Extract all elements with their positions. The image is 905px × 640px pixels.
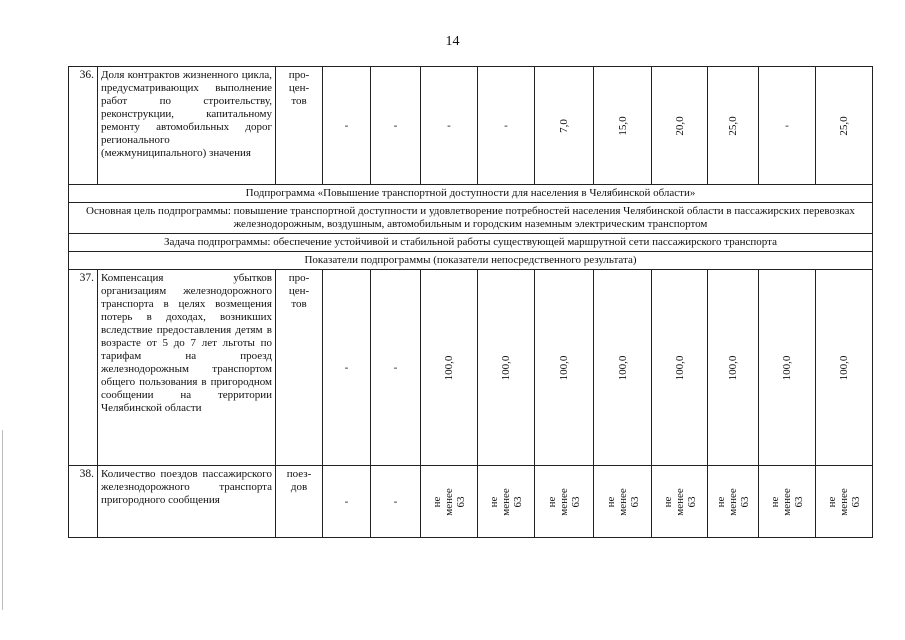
value-cell: [535, 466, 594, 538]
task-text: Задача подпрограммы: обеспечение устойчивой и стабильной работы существующей маршрутной сети пассажирского транспорта: [69, 234, 873, 252]
value-cell: [816, 270, 873, 466]
row-number: 37.: [69, 270, 98, 466]
value-text: 15,0: [616, 115, 629, 136]
value-cell: [323, 270, 371, 466]
indicators-heading: Показатели подпрограммы (показатели непосредственного результата): [69, 252, 873, 270]
indicator-name: Количество поездов пассажирского железнодорожного транспорта пригородного сообщения: [98, 466, 276, 538]
value-cell: [535, 270, 594, 466]
value-cell: [594, 270, 652, 466]
value-cell: [323, 67, 371, 185]
value-cell: [708, 466, 759, 538]
value-text: не менее 63: [769, 487, 805, 516]
value-text: 7,0: [558, 118, 570, 133]
value-text: не менее 63: [604, 487, 641, 516]
value-text: 100,0: [673, 355, 686, 380]
value-cell: [323, 466, 371, 538]
value-cell: [421, 270, 478, 466]
value-cell: [535, 67, 594, 185]
indicator-name: Компенсация убытков организациям железнодорожного транспорта в целях возмещения потерь в доходах, возникших вследствие предоставления детям в возрасте от 5 до 7 лет льготы по тарифам на проезд железнодорожным транспортом общего пользования в пригородном сообщении на территории Челябинской области: [98, 270, 276, 466]
value-cell: [371, 67, 421, 185]
unit-cell: [276, 67, 323, 185]
value-dash: -: [447, 119, 451, 131]
unit-cell: [276, 466, 323, 538]
subprogram-row: [69, 185, 873, 203]
value-cell: [478, 67, 535, 185]
table-row-38: [69, 466, 873, 538]
value-cell: [652, 270, 708, 466]
unit-text: поез- дов: [286, 468, 312, 493]
value-cell: [708, 270, 759, 466]
value-text: 100,0: [781, 355, 793, 380]
value-text: не менее 63: [488, 487, 524, 516]
value-cell: [708, 67, 759, 185]
table-row-37: [69, 270, 873, 466]
value-text: 25,0: [727, 115, 739, 136]
main-goal-text: Основная цель подпрограммы: повышение транспортной доступности и удовлетворение потребностей населения Челябинской области в пассажирских перевозках железнодорожным, воздушным, автомобильным и городским наземным электрическим транспортом: [69, 203, 873, 234]
value-cell: [594, 67, 652, 185]
value-text: не менее 63: [826, 487, 862, 516]
value-cell: [478, 466, 535, 538]
value-dash: -: [785, 119, 789, 131]
unit-text: про- цен- тов: [288, 272, 310, 310]
value-text: 100,0: [616, 355, 629, 380]
value-text: не менее 63: [546, 487, 582, 516]
value-text: 100,0: [500, 355, 512, 380]
value-dash: -: [344, 495, 349, 507]
main-goal-row: [69, 203, 873, 234]
value-text: 25,0: [838, 115, 850, 136]
value-cell: [759, 466, 816, 538]
row-number: 36.: [69, 67, 98, 185]
value-text: не менее 63: [661, 487, 698, 516]
value-cell: [421, 67, 478, 185]
value-cell: [759, 67, 816, 185]
value-text: не менее 63: [431, 487, 467, 516]
value-text: 100,0: [727, 355, 739, 380]
value-dash: -: [393, 119, 398, 131]
value-text: не менее 63: [715, 487, 751, 516]
value-cell: [421, 466, 478, 538]
value-text: 100,0: [838, 355, 850, 380]
value-cell: [652, 466, 708, 538]
value-text: 20,0: [673, 115, 686, 136]
indicators-heading-row: [69, 252, 873, 270]
value-cell: [816, 67, 873, 185]
table-row-36: [69, 67, 873, 185]
unit-cell: [276, 270, 323, 466]
scan-edge-mark: [2, 430, 3, 610]
value-dash: -: [344, 361, 349, 373]
page-number: 14: [445, 34, 460, 49]
value-dash: -: [393, 361, 398, 373]
value-cell: [478, 270, 535, 466]
value-text: 100,0: [443, 355, 455, 380]
value-cell: [759, 270, 816, 466]
value-dash: -: [344, 119, 349, 131]
value-cell: [371, 466, 421, 538]
row-number: 38.: [69, 466, 98, 538]
value-text: 100,0: [558, 355, 570, 380]
value-dash: -: [393, 495, 398, 507]
unit-text: про- цен- тов: [288, 69, 310, 107]
indicator-name: Доля контрактов жизненного цикла, предусматривающих выполнение работ по строительству, реконструкции, капитальному ремонту автомобильных дорог регионального (межмуниципального) значения: [98, 67, 276, 185]
value-cell: [652, 67, 708, 185]
task-row: [69, 234, 873, 252]
value-dash: -: [504, 119, 508, 131]
value-cell: [594, 466, 652, 538]
subprogram-title: Подпрограмма «Повышение транспортной доступности для населения в Челябинской области»: [69, 185, 873, 203]
indicators-table: [68, 66, 873, 538]
value-cell: [816, 466, 873, 538]
value-cell: [371, 270, 421, 466]
